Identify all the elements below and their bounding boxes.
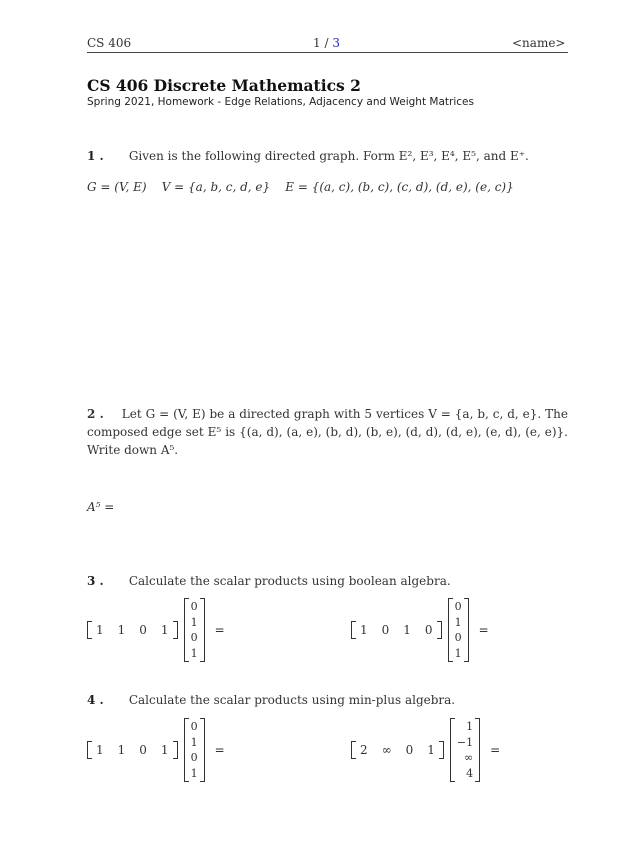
page-total-link[interactable]: 3	[332, 36, 340, 50]
header-rule	[87, 52, 568, 53]
vector-entry: −1	[456, 735, 474, 749]
row-vector	[87, 621, 178, 639]
vector-entry: 0	[139, 623, 147, 637]
vector-entry: 1	[160, 743, 169, 757]
question-3-text: Calculate the scalar products using boolean algebra.	[128, 574, 451, 588]
question-2-text: Let G = (V, E) be a directed graph with 5 vertices V = {a, b, c, d, e}. The composed edge set E⁵ is {(a, d), (a, e), (b, d), (b, e), (d, d), (d, e), (e, d), (e, e)}. Write down A⁵.	[87, 407, 568, 457]
q4-left-product	[87, 718, 225, 782]
vector-entry: 0	[405, 743, 414, 757]
vector-entry: 1	[190, 766, 198, 780]
page-indicator	[313, 36, 340, 50]
vector-entry: 1	[96, 743, 104, 757]
question-4-number: 4 .	[87, 693, 104, 707]
vector-entry: 2	[360, 743, 368, 757]
vector-entry: 1	[160, 623, 169, 637]
vector-entry: 1	[454, 615, 462, 629]
answer-a5-label: A⁵ =	[87, 500, 115, 514]
vector-entry: ∞	[463, 751, 474, 764]
vector-entry: 0	[139, 743, 147, 757]
page-title: CS 406 Discrete Mathematics 2	[87, 76, 361, 95]
equals-sign: =	[478, 623, 489, 637]
vector-entry: 1	[403, 623, 411, 637]
vector-entry: 0	[190, 720, 198, 733]
equals-sign: =	[490, 743, 501, 757]
vector-entry: 0	[190, 751, 198, 764]
q3-left-product	[87, 598, 225, 662]
q4-right-product	[351, 718, 500, 782]
vector-entry: 1	[427, 743, 435, 757]
question-1-definitions	[87, 176, 514, 195]
vector-entry: 1	[117, 743, 126, 757]
vector-entry: 1	[360, 623, 368, 637]
equals-sign: =	[214, 743, 225, 757]
vector-entry: 4	[466, 766, 474, 780]
column-vector	[184, 718, 205, 782]
page-subtitle: Spring 2021, Homework - Edge Relations, Adjacency and Weight Matrices	[87, 96, 474, 108]
question-4	[87, 689, 568, 708]
row-vector	[87, 741, 178, 759]
q3-right-product	[351, 598, 489, 662]
question-1	[87, 145, 568, 164]
vector-entry: 1	[190, 615, 198, 629]
vector-entry: 0	[454, 600, 462, 613]
vector-entry: 0	[190, 631, 198, 644]
page-separator: /	[320, 36, 333, 50]
vector-entry: 0	[454, 631, 462, 644]
question-1-text: Given is the following directed graph. Form E², E³, E⁴, E⁵, and E⁺.	[128, 149, 529, 163]
equals-sign: =	[214, 623, 225, 637]
column-vector	[184, 598, 205, 662]
question-1-number: 1 .	[87, 149, 104, 163]
column-vector	[448, 598, 469, 662]
edge-set: E = {(a, c), (b, c), (c, d), (d, e), (e, c)}	[285, 180, 514, 194]
graph-definition: G = (V, E)	[87, 180, 147, 194]
question-2-number: 2 .	[87, 407, 104, 421]
header-name: <name>	[512, 36, 566, 50]
vector-entry: 1	[190, 646, 198, 660]
vector-entry: 0	[381, 623, 390, 637]
row-vector	[351, 741, 444, 759]
question-2	[87, 405, 568, 459]
question-3	[87, 570, 568, 589]
vector-entry: 1	[466, 720, 474, 733]
row-vector	[351, 621, 442, 639]
vertex-set: V = {a, b, c, d, e}	[161, 180, 271, 194]
vector-entry: 1	[190, 735, 198, 749]
vector-entry: 0	[190, 600, 198, 613]
question-3-number: 3 .	[87, 574, 104, 588]
question-4-text: Calculate the scalar products using min-plus algebra.	[128, 693, 456, 707]
vector-entry: 1	[454, 646, 462, 660]
vector-entry: ∞	[381, 743, 392, 757]
column-vector	[450, 718, 480, 782]
vector-entry: 1	[96, 623, 104, 637]
header-course: CS 406	[87, 36, 132, 50]
vector-entry: 0	[424, 623, 433, 637]
vector-entry: 1	[117, 623, 126, 637]
page-current: 1	[313, 36, 321, 50]
